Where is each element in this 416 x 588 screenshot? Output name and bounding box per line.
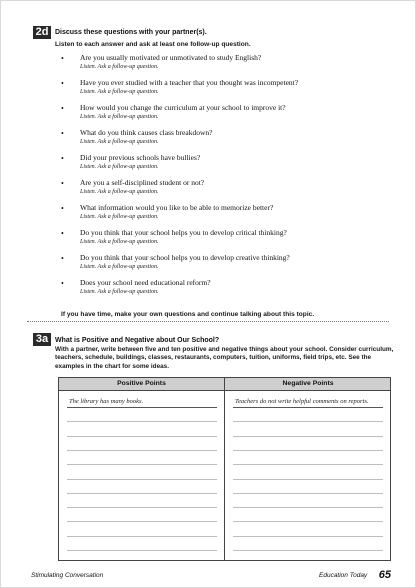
question-text: Does your school need educational reform? bbox=[80, 278, 211, 287]
writing-line[interactable] bbox=[233, 479, 383, 480]
writing-line[interactable] bbox=[67, 507, 217, 508]
writing-line[interactable] bbox=[233, 421, 383, 422]
question-item bbox=[61, 103, 381, 128]
question-item bbox=[61, 228, 381, 253]
follow-up-prompt: Listen. Ask a follow-up question. bbox=[80, 164, 159, 170]
negative-points-header: Negative Points bbox=[282, 380, 334, 387]
follow-up-prompt: Listen. Ask a follow-up question. bbox=[80, 114, 159, 120]
question-text: Are you usually motivated or unmotivated to study English? bbox=[80, 53, 262, 62]
writing-line[interactable] bbox=[233, 536, 383, 537]
bullet-icon: • bbox=[61, 229, 64, 238]
points-table bbox=[58, 377, 391, 561]
question-text: Do you think that your school helps you to develop creative thinking? bbox=[80, 253, 290, 262]
question-text: Did your previous schools have bullies? bbox=[80, 153, 201, 162]
page-number: 65 bbox=[378, 569, 391, 581]
follow-up-prompt: Listen. Ask a follow-up question. bbox=[80, 89, 159, 95]
section-2d-instruction: Listen to each answer and ask at least one follow-up question. bbox=[55, 41, 251, 48]
writing-line[interactable] bbox=[233, 450, 383, 451]
writing-line[interactable] bbox=[233, 407, 383, 408]
section-3a-instruction: With a partner, write between five and ten positive and negative things about your school. Consider curriculum, teachers, schedule, buildings, classes, restaurants, computers, tuition, uniforms, field trips, etc. See the examples in the chart for some ideas. bbox=[55, 346, 394, 370]
question-item bbox=[61, 253, 381, 278]
writing-line[interactable] bbox=[67, 479, 217, 480]
writing-line[interactable] bbox=[233, 436, 383, 437]
bullet-icon: • bbox=[61, 54, 64, 63]
question-text: Are you a self-disciplined student or not? bbox=[80, 178, 205, 187]
bullet-icon: • bbox=[61, 104, 64, 113]
footer-book-title: Stimulating Conversation bbox=[31, 572, 104, 579]
writing-line[interactable] bbox=[67, 550, 217, 551]
question-list bbox=[61, 53, 381, 303]
column-separator bbox=[224, 378, 225, 560]
question-text: How would you change the curriculum at your school to improve it? bbox=[80, 103, 286, 112]
question-item bbox=[61, 153, 381, 178]
writing-line[interactable] bbox=[67, 407, 217, 408]
positive-points-header: Positive Points bbox=[117, 380, 166, 387]
bullet-icon: • bbox=[61, 254, 64, 263]
question-text: What information would you like to be able to memorize better? bbox=[80, 203, 274, 212]
follow-up-prompt: Listen. Ask a follow-up question. bbox=[80, 289, 159, 295]
writing-line[interactable] bbox=[67, 493, 217, 494]
question-text: What do you think causes class breakdown? bbox=[80, 128, 213, 137]
section-divider bbox=[27, 321, 389, 322]
follow-up-prompt: Listen. Ask a follow-up question. bbox=[80, 64, 159, 70]
writing-line[interactable] bbox=[67, 536, 217, 537]
writing-line[interactable] bbox=[67, 436, 217, 437]
writing-line[interactable] bbox=[233, 464, 383, 465]
writing-line[interactable] bbox=[67, 450, 217, 451]
section-3a-title: What is Positive and Negative about Our School? bbox=[55, 337, 220, 344]
question-text: Have you ever studied with a teacher that you thought was incompetent? bbox=[80, 78, 299, 87]
section-2d-title: Discuss these questions with your partner(s). bbox=[55, 29, 207, 36]
follow-up-prompt: Listen. Ask a follow-up question. bbox=[80, 214, 159, 220]
follow-up-prompt: Listen. Ask a follow-up question. bbox=[80, 239, 159, 245]
bullet-icon: • bbox=[61, 204, 64, 213]
writing-line[interactable] bbox=[233, 493, 383, 494]
question-text: Do you think that your school helps you to develop critical thinking? bbox=[80, 228, 287, 237]
question-item bbox=[61, 178, 381, 203]
section-3a-badge: 3a bbox=[33, 333, 51, 346]
writing-line[interactable] bbox=[67, 521, 217, 522]
section-2d-badge: 2d bbox=[33, 26, 51, 39]
follow-up-prompt: Listen. Ask a follow-up question. bbox=[80, 139, 159, 145]
closing-instruction: If you have time, make your own questions and continue talking about this topic. bbox=[61, 311, 315, 318]
question-item bbox=[61, 53, 381, 78]
bullet-icon: • bbox=[61, 179, 64, 188]
bullet-icon: • bbox=[61, 279, 64, 288]
writing-line[interactable] bbox=[67, 464, 217, 465]
writing-line[interactable] bbox=[233, 550, 383, 551]
question-item bbox=[61, 278, 381, 303]
footer-unit-title: Education Today bbox=[319, 572, 368, 579]
bullet-icon: • bbox=[61, 79, 64, 88]
writing-line[interactable] bbox=[233, 507, 383, 508]
negative-example: Teachers do not write helpful comments on reports. bbox=[235, 398, 369, 405]
writing-line[interactable] bbox=[233, 521, 383, 522]
follow-up-prompt: Listen. Ask a follow-up question. bbox=[80, 189, 159, 195]
follow-up-prompt: Listen. Ask a follow-up question. bbox=[80, 264, 159, 270]
question-item bbox=[61, 128, 381, 153]
bullet-icon: • bbox=[61, 129, 64, 138]
question-item bbox=[61, 78, 381, 103]
positive-example: The library has many books. bbox=[69, 398, 144, 405]
writing-line[interactable] bbox=[67, 421, 217, 422]
bullet-icon: • bbox=[61, 154, 64, 163]
question-item bbox=[61, 203, 381, 228]
